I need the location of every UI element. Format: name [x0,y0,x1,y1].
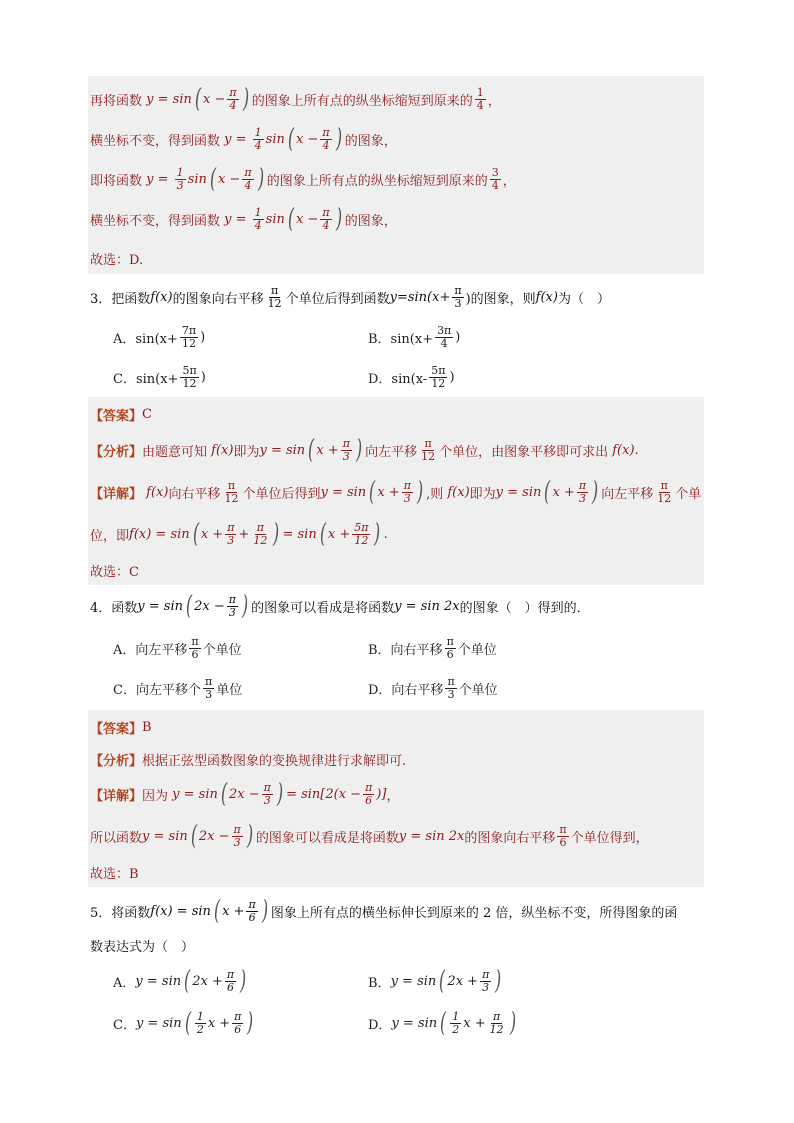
text: 因为 [142,788,169,804]
answer-tag: 【答案】 [90,721,143,737]
text: 个单位得到， [570,830,649,846]
text: 横坐标不变，得到函数 [90,133,221,149]
num: π [204,674,213,688]
q4-analysis [90,748,704,770]
text: f(x) [150,289,173,305]
den: 3 [205,687,213,701]
math-expr: y = $\frac{1}{4}$ sin ( x − $\frac{\pi}{4}$ ) [220,124,342,154]
math-expr: y = sin ( x + $\frac{\pi}{3}$ ) [495,477,599,507]
q3-option-d [368,362,455,392]
text: ， [502,173,516,189]
text: 故选：C [90,564,139,580]
math-expr: y = sin ( x − $\frac{\pi}{4}$ ) [142,84,249,114]
text: B．sin(x+ [368,331,434,347]
q3-detail-line1: 【详解】 f(x) 向右平移 $\frac{\pi}{12}$ 个单位后得到 y = sin ( x + $\frac{\pi}{3}$ ) ,则 f(x) 即为 y = sin ( x + $\frac{\pi}{3}$ ) 向左平移 $\frac{\pi}{12}$ 个单 [90,477,702,507]
text: 的图象可以看成是将函数 [251,600,395,616]
math-expr: y = sin ( x + $\frac{\pi}{3}$ ) [259,435,363,465]
num: π [447,674,455,688]
q3-option-a [113,322,205,352]
text: ) [200,329,206,345]
text: 即为 [233,444,260,460]
text: 即为 [469,486,496,502]
text: . [634,442,639,458]
den: 12 [182,336,196,350]
math-expr: f(x) = sin ( x + $\frac{\pi}{6}$ ) [150,896,268,926]
math-expr: y = sin ( 2x − $\frac{\pi}{3}$ ) [137,591,249,621]
text: 横坐标不变，得到函数 [90,213,221,229]
sol2-line3 [90,164,704,194]
sol2-answer [90,248,704,268]
text: 向左平移 [365,444,418,460]
fraction: $\frac{1}{4}$ [476,85,484,112]
text: 个单位，由图象平移即可求出 [439,444,609,460]
analysis-tag: 【分析】 [90,753,143,769]
text: 由题意可知 [142,444,208,460]
text: 故选：B [90,866,139,882]
q4-select [90,862,704,882]
text: D．向右平移 [368,682,444,698]
question-5-stem-line2 [90,934,704,956]
text: 个单 [675,486,702,502]
num: π [191,634,199,648]
text: y=sin(x+ [389,289,451,305]
text: ) [449,369,455,385]
math-expr: y = $\frac{1}{3}$ sin ( x − $\frac{\pi}{4}$ ) [142,164,264,194]
text: B． [368,975,391,991]
text: D． [368,1017,392,1033]
q4-detail-line1 [90,778,704,810]
math-expr: y = $\frac{1}{4}$ sin ( x − $\frac{\pi}{4}$ ) [220,204,342,234]
text: B．向右平移 [368,642,443,658]
text: ,则 [426,486,444,502]
text: 数表达式为（ ） [90,939,195,955]
text: 的图象， [344,133,397,149]
text: ) [200,369,206,385]
text: )的图象，则 [465,291,536,307]
text: 个单位 [202,642,242,658]
q4-option-c [113,672,242,704]
text: C． [113,1017,136,1033]
q3-detail-line2 [90,518,704,550]
num: 5π [431,363,446,377]
text: A． [113,975,136,991]
text: . [383,526,388,542]
text: 单位 [216,682,243,698]
text: 个单位后得到 [242,486,321,502]
num: 7π [181,323,197,337]
num: 3π [437,323,452,337]
q3-option-b [368,322,460,352]
den: 6 [191,647,199,661]
q5-option-d: D． y = sin ( $\frac{1}{2}$ x + $\frac{\pi}{12}$ ) [368,1008,516,1038]
math-expr: f(x) = sin ( x + $\frac{\pi}{3}$ + $\frac{\pi}{12}$ ) = sin ( x + $\frac{5\pi}{12}$ ) [129,519,381,549]
text: 个单位 [457,642,497,658]
fraction: $\frac{\pi}{12}$ [267,283,282,310]
sol2-line1 [90,84,704,114]
sol2-line2 [90,124,704,154]
text: 的图象上所有点的纵坐标缩短到原来的 [266,173,488,189]
text: ， [487,93,501,109]
text: 的图象， [344,213,397,229]
answer-tag: 【答案】 [90,408,143,424]
text: ) [455,329,461,345]
text: 的图象（ ）得到的． [459,600,590,616]
question-3-stem [90,282,704,312]
analysis-tag: 【分析】 [90,444,143,460]
text: 4．函数 [90,600,138,616]
q3-select [90,560,704,580]
text: 5．将函数 [90,905,151,921]
text: ， [386,788,400,804]
text: f(x) [535,289,558,305]
text: y = sin 2x [398,828,465,844]
text: 向左平移 [601,486,654,502]
q5-option-b: B． y = sin ( 2x + $\frac{\pi}{3}$ ) [368,966,502,996]
q4-detail-line2: 所以函数 y = sin ( 2x − $\frac{\pi}{3}$ ) 的图象可以看成是将函数 y = sin 2x 的图象向右平移 $\frac{\pi}{6}$ 个单位得到， [90,821,649,851]
den: 6 [446,647,454,661]
detail-tag: 【详解】 [90,486,143,502]
text: 为（ ） [557,291,610,307]
text: C．向左平移个 [113,682,201,698]
num: 5π [182,363,197,377]
text: 3．把函数 [90,291,151,307]
text: 图象上所有点的横坐标伸长到原来的 2 倍，纵坐标不变，所得图象的函 [270,905,678,921]
text: A．sin(x+ [113,331,178,347]
text: 的图象向右平移 [464,830,556,846]
q4-option-b [368,632,497,664]
text: 即将函数 [90,173,143,189]
text: 个单位后得到函数 [285,291,390,307]
q3-analysis: 【分析】 由题意可知 f(x) 即为 y = sin ( x + $\frac{\pi}{3}$ ) 向左平移 $\frac{\pi}{12}$ 个单位，由图象平移即可求出 f(x) . [90,435,639,465]
text: A．向左平移 [113,642,188,658]
q5-option-c: C． y = sin ( $\frac{1}{2}$ x + $\frac{\pi}{6}$ ) [113,1008,254,1038]
question-4-stem [90,590,704,622]
text: 所以函数 [90,830,143,846]
math-expr: y = sin ( 2x − $\frac{\pi}{3}$ ) [142,821,253,851]
answer-value: C [142,406,152,422]
num: π [446,634,454,648]
fraction: $\frac{3}{4}$ [491,165,499,192]
text: D．sin(x- [368,371,428,387]
den: 12 [182,376,197,390]
sol2-line4 [90,204,704,234]
den: 12 [431,376,446,390]
q3-answer [90,403,704,425]
q3-option-c [113,362,206,392]
text: 位，即 [90,528,130,544]
den: 3 [447,687,455,701]
text: 的图象向右平移 [172,291,264,307]
math-expr: y = sin ( 2x − $\frac{\pi}{3}$ ) = sin[2(x − $\frac{\pi}{6}$ )] [168,779,387,809]
text: 根据正弦型函数图象的变换规律进行求解即可. [142,753,407,769]
text: y = sin 2x [394,598,460,614]
text: C．sin(x+ [113,371,179,387]
question-5-stem [90,894,704,928]
fraction: $\frac{\pi}{3}$ [454,283,462,310]
text: 个单位 [458,682,498,698]
text: 故选：D. [90,252,144,268]
text: 再将函数 [90,93,143,109]
detail-tag: 【详解】 [90,788,143,804]
answer-value: B [142,719,152,735]
q4-option-d [368,672,498,704]
den: 4 [440,336,448,350]
text: 的图象上所有点的纵坐标缩短到原来的 [251,93,473,109]
q5-option-a: A． y = sin ( 2x + $\frac{\pi}{6}$ ) [113,966,247,996]
q4-answer [90,716,704,738]
q4-option-a [113,632,242,664]
text: 的图象可以看成是将函数 [255,830,399,846]
text: 向右平移 [168,486,221,502]
math-expr: y = sin ( x + $\frac{\pi}{3}$ ) [320,477,424,507]
